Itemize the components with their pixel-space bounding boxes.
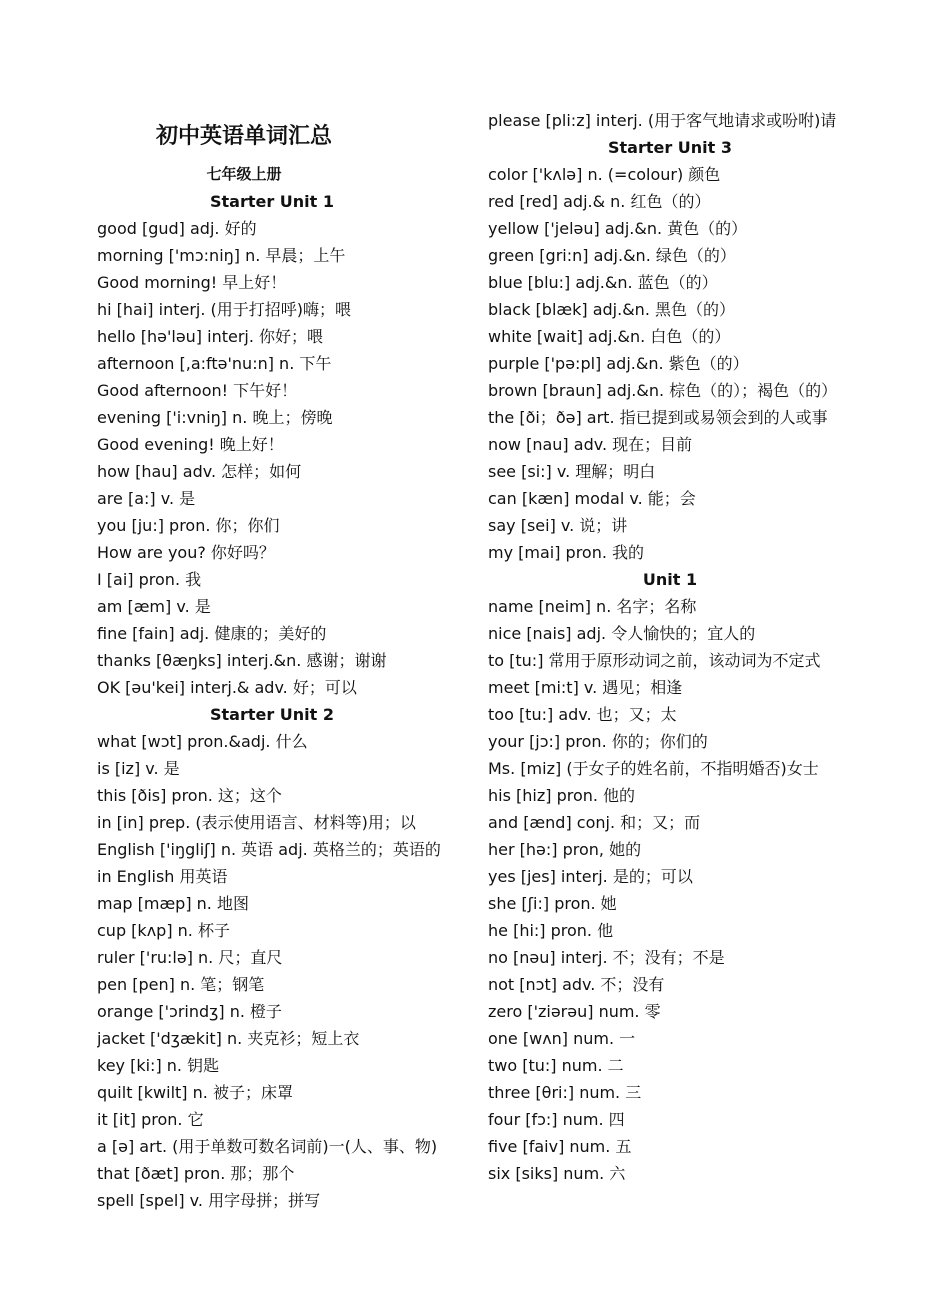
vocab-entry: yellow ['jeləu] adj.&n. 黄色（的） xyxy=(488,219,748,238)
vocab-entry: ruler ['ru:lə] n. 尺；直尺 xyxy=(97,948,283,967)
document-title: 初中英语单词汇总 xyxy=(155,124,332,149)
vocab-entry: it [it] pron. 它 xyxy=(97,1110,204,1129)
unit-heading-starter-3: Starter Unit 3 xyxy=(607,138,733,157)
vocab-entry: red [red] adj.& n. 红色（的） xyxy=(488,192,711,211)
vocab-entry-please: please [pli:z] interj. (用于客气地请求或吩咐)请 xyxy=(488,111,837,130)
vocab-entry: How are you? 你好吗？ xyxy=(97,543,275,562)
vocab-entry: she [ʃi:] pron. 她 xyxy=(488,894,617,913)
vocab-entry: quilt [kwilt] n. 被子；床罩 xyxy=(97,1083,293,1102)
vocab-entry: color ['kʌlə] n. (=colour) 颜色 xyxy=(488,165,721,184)
vocab-entry: yes [jes] interj. 是的；可以 xyxy=(488,867,693,886)
unit-heading-starter-1: Starter Unit 1 xyxy=(209,192,335,211)
vocab-entry: two [tu:] num. 二 xyxy=(488,1056,624,1075)
left-column xyxy=(97,161,467,1214)
vocab-entry: too [tu:] adv. 也；又；太 xyxy=(488,705,677,724)
unit-heading-starter-2: Starter Unit 2 xyxy=(209,705,335,724)
vocab-entry: six [siks] num. 六 xyxy=(488,1164,626,1183)
vocab-entry: what [wɔt] pron.&adj. 什么 xyxy=(97,732,308,751)
vocab-entry: my [mai] pron. 我的 xyxy=(488,543,645,562)
vocab-entry: how [hau] adv. 怎样；如何 xyxy=(97,462,302,481)
vocab-entry: meet [mi:t] v. 遇见；相逢 xyxy=(488,678,683,697)
vocab-entry: a [ə] art. (用于单数可数名词前)一(人、事、物) xyxy=(97,1137,438,1156)
vocab-entry: in [in] prep. (表示使用语言、材料等)用；以 xyxy=(97,813,416,832)
vocab-entry: afternoon [,a:ftə'nu:n] n. 下午 xyxy=(97,354,332,373)
vocab-entry: Ms. [miz] (于女子的姓名前，不指明婚否)女士 xyxy=(488,759,819,778)
vocab-entry: and [ænd] conj. 和；又；而 xyxy=(488,813,701,832)
vocab-entry: his [hiz] pron. 他的 xyxy=(488,786,636,805)
vocab-entry: nice [nais] adj. 令人愉快的；宜人的 xyxy=(488,624,756,643)
starter-unit-1-list xyxy=(97,215,467,701)
vocab-entry: hello [hə'ləu] interj. 你好；喂 xyxy=(97,327,324,346)
vocab-entry: say [sei] v. 说；讲 xyxy=(488,516,628,535)
vocab-entry: one [wʌn] num. 一 xyxy=(488,1029,636,1048)
vocab-entry: in English 用英语 xyxy=(97,867,228,886)
vocab-entry: to [tu:] 常用于原形动词之前，该动词为不定式 xyxy=(488,651,821,670)
vocab-entry: this [ðis] pron. 这；这个 xyxy=(97,786,282,805)
vocab-entry: map [mæp] n. 地图 xyxy=(97,894,249,913)
vocab-entry: Good afternoon! 下午好！ xyxy=(97,381,298,400)
vocab-entry: brown [braun] adj.&n. 棕色（的）；褐色（的） xyxy=(488,381,838,400)
vocab-entry: purple ['pə:pl] adj.&n. 紫色（的） xyxy=(488,354,749,373)
vocab-entry: three [θri:] num. 三 xyxy=(488,1083,642,1102)
vocab-entry: thanks [θæŋks] interj.&n. 感谢；谢谢 xyxy=(97,651,387,670)
vocab-entry: spell [spel] v. 用字母拼；拼写 xyxy=(97,1191,321,1210)
vocab-entry: orange ['ɔrindʒ] n. 橙子 xyxy=(97,1002,283,1021)
vocab-entry: you [ju:] pron. 你；你们 xyxy=(97,516,280,535)
vocab-entry: Good evening! 晚上好！ xyxy=(97,435,284,454)
vocab-entry: evening ['i:vniŋ] n. 晚上；傍晚 xyxy=(97,408,333,427)
vocab-entry: white [wait] adj.&n. 白色（的） xyxy=(488,327,731,346)
vocab-entry: Good morning! 早上好！ xyxy=(97,273,287,292)
vocab-entry: green [gri:n] adj.&n. 绿色（的） xyxy=(488,246,736,265)
vocab-entry: I [ai] pron. 我 xyxy=(97,570,202,589)
vocab-entry: he [hi:] pron. 他 xyxy=(488,921,614,940)
vocab-entry: zero ['ziərəu] num. 零 xyxy=(488,1002,661,1021)
vocab-entry: four [fɔ:] num. 四 xyxy=(488,1110,625,1129)
unit-1-list xyxy=(488,593,868,1187)
vocab-entry: are [a:] v. 是 xyxy=(97,489,196,508)
vocab-entry: see [si:] v. 理解；明白 xyxy=(488,462,656,481)
grade-heading: 七年级上册 xyxy=(206,165,282,183)
vocab-entry: no [nəu] interj. 不；没有；不是 xyxy=(488,948,725,967)
vocab-entry: blue [blu:] adj.&n. 蓝色（的） xyxy=(488,273,718,292)
vocab-entry: is [iz] v. 是 xyxy=(97,759,180,778)
vocab-entry: can [kæn] modal v. 能；会 xyxy=(488,489,696,508)
vocab-entry: OK [əu'kei] interj.& adv. 好；可以 xyxy=(97,678,357,697)
vocab-entry: good [gud] adj. 好的 xyxy=(97,219,257,238)
vocab-entry: key [ki:] n. 钥匙 xyxy=(97,1056,220,1075)
vocab-entry: hi [hai] interj. (用于打招呼)嗨；喂 xyxy=(97,300,352,319)
vocab-entry: cup [kʌp] n. 杯子 xyxy=(97,921,230,940)
vocab-entry: jacket ['dʒækit] n. 夹克衫；短上衣 xyxy=(97,1029,360,1048)
starter-unit-2-list xyxy=(97,728,467,1214)
vocab-entry: pen [pen] n. 笔；钢笔 xyxy=(97,975,265,994)
vocab-entry: five [faiv] num. 五 xyxy=(488,1137,632,1156)
starter-unit-3-list xyxy=(488,161,868,566)
vocab-entry: English ['iŋgliʃ] n. 英语 adj. 英格兰的；英语的 xyxy=(97,840,441,859)
unit-heading-unit-1: Unit 1 xyxy=(642,570,698,589)
vocab-entry: name [neim] n. 名字；名称 xyxy=(488,597,697,616)
vocab-entry: fine [fain] adj. 健康的；美好的 xyxy=(97,624,327,643)
vocab-entry: am [æm] v. 是 xyxy=(97,597,211,616)
vocab-entry: not [nɔt] adv. 不；没有 xyxy=(488,975,665,994)
vocab-entry: the [ði；ðə] art. 指已提到或易领会到的人或事 xyxy=(488,408,828,427)
vocab-entry: now [nau] adv. 现在；目前 xyxy=(488,435,693,454)
vocab-entry: black [blæk] adj.&n. 黑色（的） xyxy=(488,300,735,319)
vocab-entry: morning ['mɔ:niŋ] n. 早晨；上午 xyxy=(97,246,346,265)
vocab-entry: your [jɔ:] pron. 你的；你们的 xyxy=(488,732,708,751)
vocab-entry: her [hə:] pron, 她的 xyxy=(488,840,642,859)
vocab-entry: that [ðæt] pron. 那；那个 xyxy=(97,1164,295,1183)
right-column xyxy=(488,107,868,1187)
